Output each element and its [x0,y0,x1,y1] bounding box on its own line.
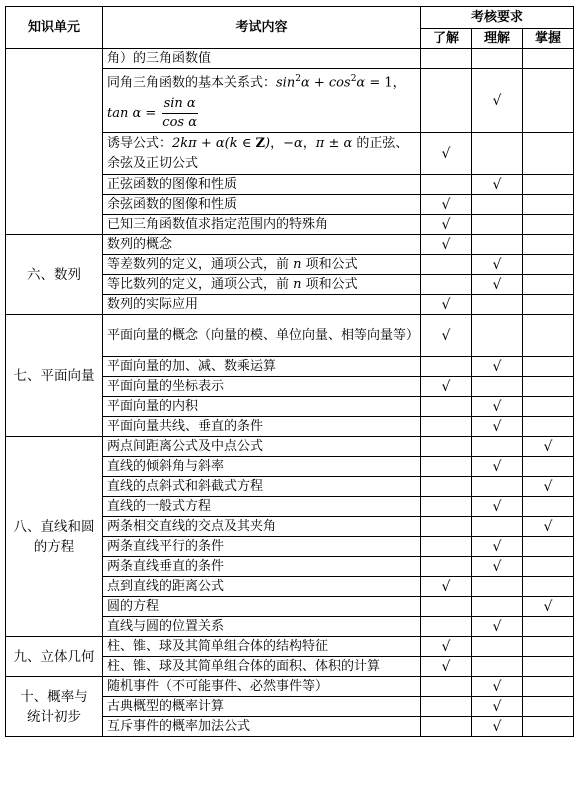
mark-l3 [523,397,574,417]
content-cell: 两条相交直线的交点及其夹角 [103,517,421,537]
mark-l2 [472,517,523,537]
content-cell: 直线的一般式方程 [103,497,421,517]
mark-l1 [421,477,472,497]
mark-l1 [421,557,472,577]
check-mark-cell: √ [523,477,574,497]
content-cell: 已知三角函数值求指定范围内的特殊角 [103,215,421,235]
mark-l2 [472,577,523,597]
mark-l2 [472,215,523,235]
check-mark-cell: √ [472,537,523,557]
mark-l2 [472,657,523,677]
table-row [6,637,574,657]
content-cell-identity: 同角三角函数的基本关系式：$\sin^2\alpha + \cos^2\alpha = 1$， tan α = $\frac{\text{sin α}}{\text{cos α}}$ [103,69,421,133]
unit-cell-line-circle: 八、直线和圆的方程 [6,437,103,637]
mark-l1 [421,497,472,517]
content-cell: 圆的方程 [103,597,421,617]
content-cell: 两条直线平行的条件 [103,537,421,557]
header-exam-content: 考试内容 [103,7,421,49]
unit-cell-solid-geometry: 九、立体几何 [6,637,103,677]
mark-l3 [523,417,574,437]
content-cell: 平面向量的概念（向量的模、单位向量、相等向量等） [103,315,421,357]
content-cell: 平面向量的内积 [103,397,421,417]
content-cell: 等比数列的定义，通项公式，前 n 项和公式 [103,275,421,295]
mark-l1 [421,457,472,477]
check-mark-cell: √ [421,377,472,397]
check-mark-cell: √ [421,657,472,677]
mark-l1 [421,175,472,195]
unit-cell-probability: 十、概率与统计初步 [6,677,103,737]
check-mark-cell: √ [472,457,523,477]
exam-requirements-table [5,6,574,737]
table-row [6,437,574,457]
mark-l3 [523,49,574,69]
content-cell: 随机事件（不可能事件、必然事件等） [103,677,421,697]
mark-l3 [523,677,574,697]
mark-l3 [523,717,574,737]
mark-l3 [523,557,574,577]
mark-l3 [523,69,574,133]
check-mark-cell: √ [472,697,523,717]
mark-l3 [523,133,574,175]
check-mark-cell: √ [421,133,472,175]
content-cell: 直线的点斜式和斜截式方程 [103,477,421,497]
mark-l2 [472,133,523,175]
mark-l3 [523,377,574,397]
mark-l3 [523,577,574,597]
mark-l3 [523,657,574,677]
mark-l1 [421,437,472,457]
mark-l1 [421,397,472,417]
header-comprehend: 理解 [472,29,523,49]
content-cell: 角）的三角函数值 [103,49,421,69]
mark-l3 [523,275,574,295]
check-mark-cell: √ [421,315,472,357]
mark-l3 [523,457,574,477]
check-mark-cell: √ [472,255,523,275]
check-mark-cell: √ [472,617,523,637]
check-mark-cell: √ [523,517,574,537]
mark-l2 [472,477,523,497]
check-mark-cell: √ [421,637,472,657]
mark-l3 [523,697,574,717]
check-mark-cell: √ [472,69,523,133]
check-mark-cell: √ [421,215,472,235]
mark-l1 [421,357,472,377]
content-cell: 柱、锥、球及其简单组合体的结构特征 [103,637,421,657]
mark-l1 [421,617,472,637]
content-cell: 平面向量的坐标表示 [103,377,421,397]
mark-l3 [523,295,574,315]
mark-l2 [472,377,523,397]
mark-l3 [523,617,574,637]
content-cell: 平面向量的加、减、数乘运算 [103,357,421,377]
unit-cell-vector: 七、平面向量 [6,315,103,437]
mark-l2 [472,597,523,617]
check-mark-cell: √ [523,437,574,457]
content-cell: 两条直线垂直的条件 [103,557,421,577]
content-cell: 两点间距离公式及中点公式 [103,437,421,457]
mark-l2 [472,49,523,69]
content-cell: 数列的实际应用 [103,295,421,315]
mark-l2 [472,315,523,357]
header-master: 掌握 [523,29,574,49]
check-mark-cell: √ [472,677,523,697]
header-knowledge-unit: 知识单元 [6,7,103,49]
mark-l3 [523,235,574,255]
check-mark-cell: √ [421,235,472,255]
mark-l2 [472,437,523,457]
content-cell: 数列的概念 [103,235,421,255]
content-cell: 点到直线的距离公式 [103,577,421,597]
mark-l3 [523,357,574,377]
mark-l2 [472,235,523,255]
check-mark-cell: √ [421,195,472,215]
content-cell: 正弦函数的图像和性质 [103,175,421,195]
mark-l2 [472,295,523,315]
check-mark-cell: √ [472,397,523,417]
mark-l2 [472,195,523,215]
mark-l3 [523,497,574,517]
unit-cell-sequence: 六、数列 [6,235,103,315]
check-mark-cell: √ [421,295,472,315]
check-mark-cell: √ [523,597,574,617]
mark-l1 [421,697,472,717]
mark-l1 [421,517,472,537]
table-row [6,235,574,255]
check-mark-cell: √ [472,357,523,377]
mark-l1 [421,417,472,437]
mark-l3 [523,255,574,275]
content-cell: 余弦函数的图像和性质 [103,195,421,215]
mark-l1 [421,537,472,557]
mark-l3 [523,215,574,235]
check-mark-cell: √ [472,417,523,437]
header-understand-basic: 了解 [421,29,472,49]
check-mark-cell: √ [421,577,472,597]
check-mark-cell: √ [472,557,523,577]
table-row [6,315,574,357]
mark-l1 [421,255,472,275]
table-row [6,677,574,697]
mark-l1 [421,275,472,295]
mark-l3 [523,175,574,195]
content-cell: 诱导公式：2kπ + α(k ∈ Z)，−α，π ± α 的正弦、余弦及正切公式 [103,133,421,175]
check-mark-cell: √ [472,275,523,295]
content-cell: 古典概型的概率计算 [103,697,421,717]
content-cell: 直线与圆的位置关系 [103,617,421,637]
mark-l3 [523,195,574,215]
content-cell: 柱、锥、球及其简单组合体的面积、体积的计算 [103,657,421,677]
mark-l2 [472,637,523,657]
mark-l1 [421,677,472,697]
header-requirements: 考核要求 [421,7,574,29]
tan-fraction: $\frac{\text{sin α}}{\text{cos α}}$ [162,96,197,131]
mark-l1 [421,69,472,133]
mark-l1 [421,49,472,69]
content-cell: 互斥事件的概率加法公式 [103,717,421,737]
mark-l1 [421,597,472,617]
mark-l3 [523,315,574,357]
content-cell: 平面向量共线、垂直的条件 [103,417,421,437]
check-mark-cell: √ [472,497,523,517]
content-cell: 直线的倾斜角与斜率 [103,457,421,477]
check-mark-cell: √ [472,175,523,195]
table-row [6,49,574,69]
unit-cell-trig [6,49,103,235]
mark-l1 [421,717,472,737]
mark-l3 [523,637,574,657]
mark-l3 [523,537,574,557]
check-mark-cell: √ [472,717,523,737]
content-cell: 等差数列的定义，通项公式，前 n 项和公式 [103,255,421,275]
